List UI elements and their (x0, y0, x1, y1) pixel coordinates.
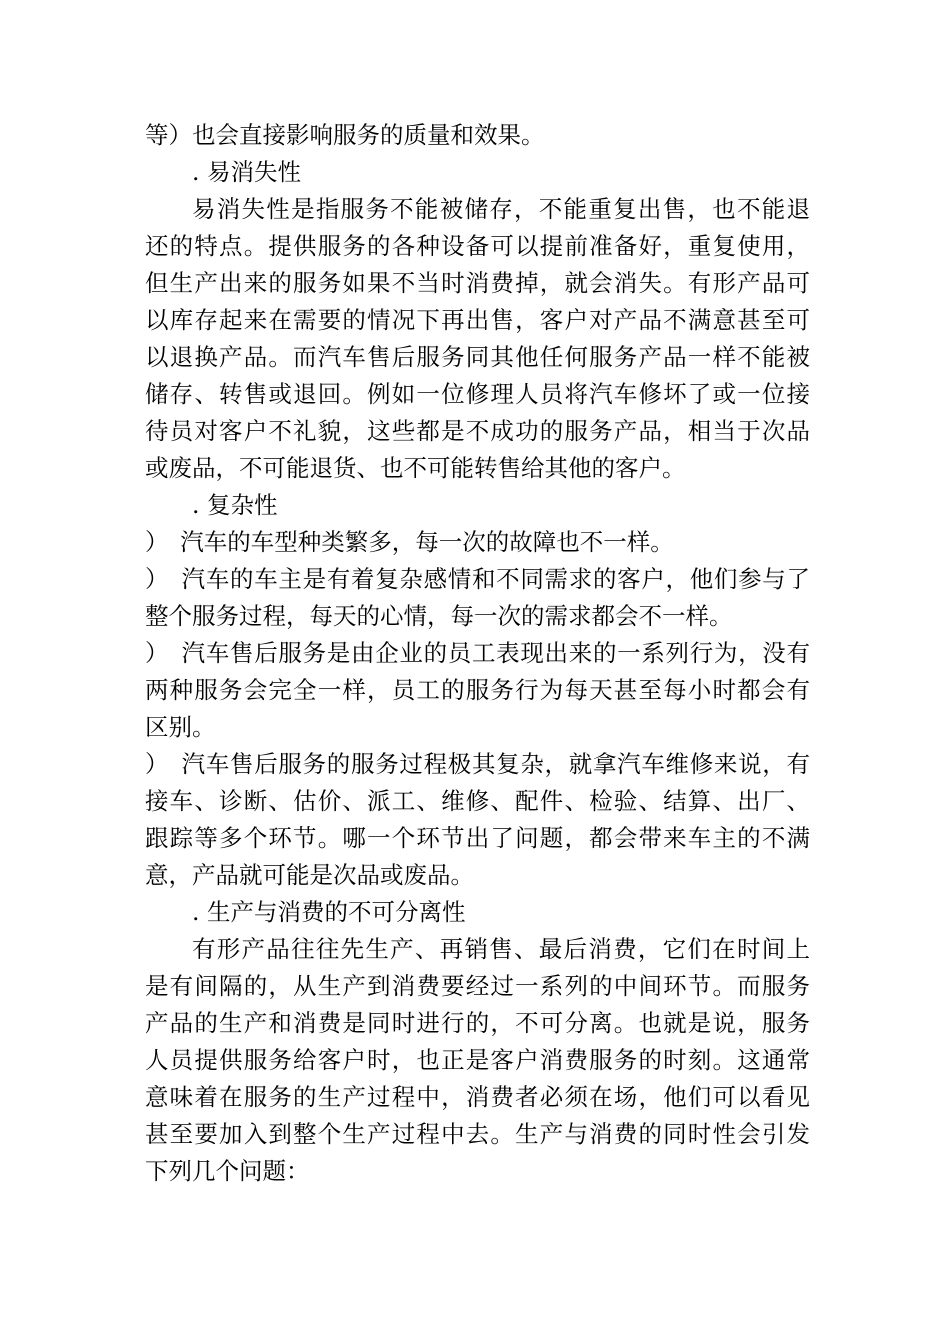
text-line: 或废品，不可能退货、也不可能转售给其他的客户。 (145, 454, 686, 482)
text-line: 等）也会直接影响服务的质量和效果。 (145, 121, 545, 149)
text-line: 区别。 (145, 713, 216, 741)
text-line: 跟踪等多个环节。哪一个环节出了问题，都会带来车主的不满 (145, 824, 810, 852)
list-item-line: ） 汽车的车型种类繁多，每一次的故障也不一样。 (145, 528, 674, 556)
list-item-line: ） 汽车售后服务是由企业的员工表现出来的一系列行为，没有 (145, 639, 810, 667)
section-heading: . 复杂性 (192, 491, 278, 519)
text-line: 意，产品就可能是次品或废品。 (145, 861, 474, 889)
text-line: 下列几个问题： (145, 1157, 310, 1185)
text-line: 人员提供服务给客户时，也正是客户消费服务的时刻。这通常 (145, 1046, 810, 1074)
list-item-line: ） 汽车的车主是有着复杂感情和不同需求的客户，他们参与了 (145, 565, 810, 593)
text-line: 还的特点。提供服务的各种设备可以提前准备好，重复使用， (145, 232, 810, 260)
text-line: 以库存起来在需要的情况下再出售，客户对产品不满意甚至可 (145, 306, 810, 334)
text-line: 储存、转售或退回。例如一位修理人员将汽车修坏了或一位接 (145, 380, 810, 408)
text-line: 有形产品往往先生产、再销售、最后消费，它们在时间上 (192, 935, 810, 963)
text-line: 意味着在服务的生产过程中，消费者必须在场，他们可以看见 (145, 1083, 810, 1111)
text-line: 待员对客户不礼貌，这些都是不成功的服务产品，相当于次品 (145, 417, 810, 445)
text-line: 是有间隔的，从生产到消费要经过一系列的中间环节。而服务 (145, 972, 810, 1000)
list-item-line: ） 汽车售后服务的服务过程极其复杂，就拿汽车维修来说，有 (145, 750, 810, 778)
text-line: 以退换产品。而汽车售后服务同其他任何服务产品一样不能被 (145, 343, 810, 371)
section-heading: . 生产与消费的不可分离性 (192, 898, 466, 926)
text-line: 易消失性是指服务不能被储存，不能重复出售，也不能退 (192, 195, 810, 223)
text-line: 甚至要加入到整个生产过程中去。生产与消费的同时性会引发 (145, 1120, 810, 1148)
text-line: 但生产出来的服务如果不当时消费掉，就会消失。有形产品可 (145, 269, 810, 297)
text-line: 整个服务过程，每天的心情，每一次的需求都会不一样。 (145, 602, 733, 630)
text-line: 两种服务会完全一样，员工的服务行为每天甚至每小时都会有 (145, 676, 810, 704)
text-line: 产品的生产和消费是同时进行的，不可分离。也就是说，服务 (145, 1009, 810, 1037)
section-heading: . 易消失性 (192, 158, 301, 186)
text-line: 接车、诊断、估价、派工、维修、配件、检验、结算、出厂、 (145, 787, 810, 815)
